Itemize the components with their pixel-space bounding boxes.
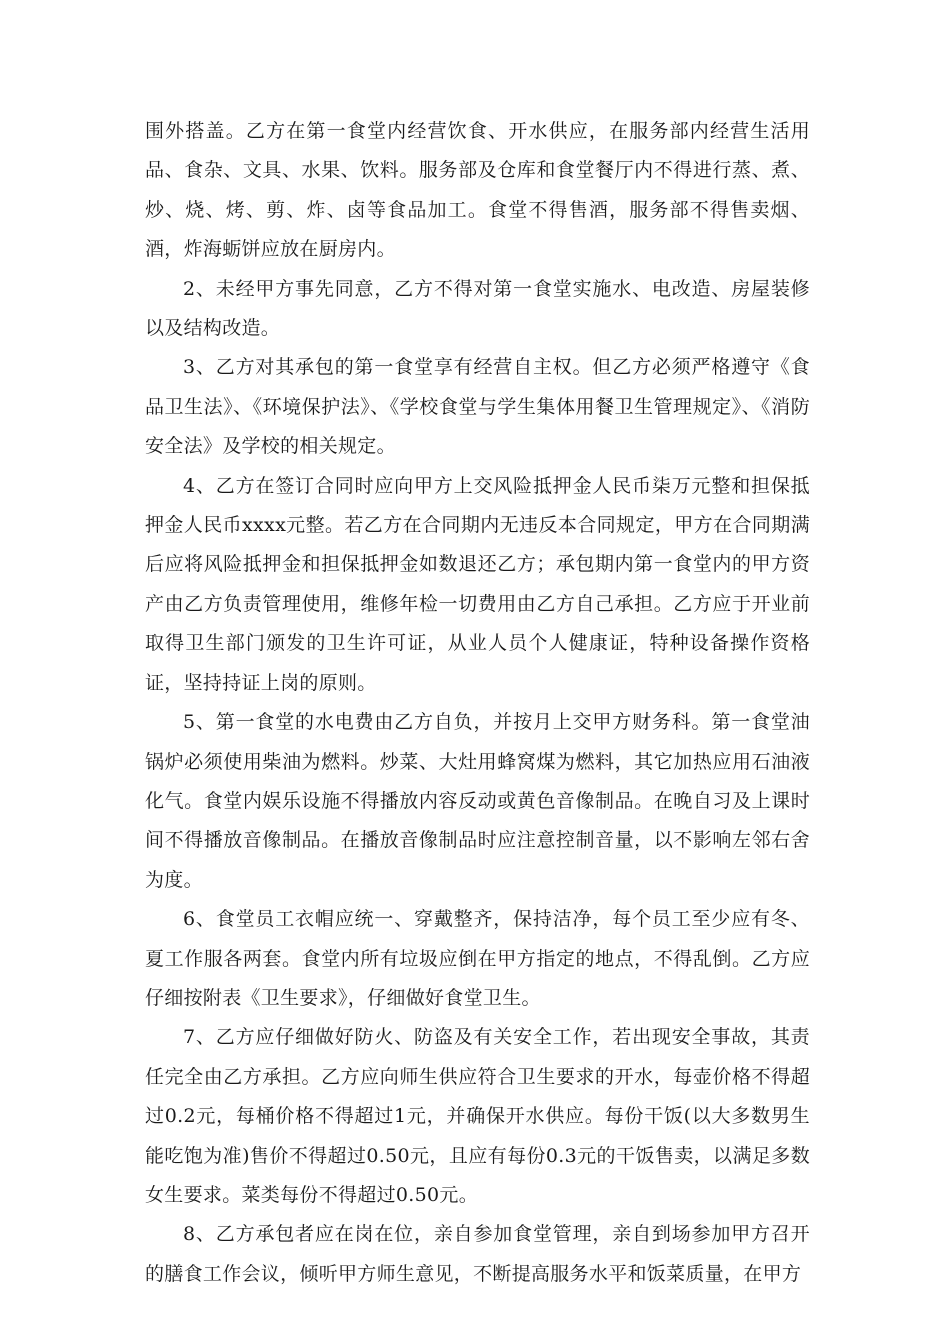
document-body [145, 112, 810, 1294]
paragraph-clause-4: 4、乙方在签订合同时应向甲方上交风险抵押金人民币柒万元整和担保抵押金人民币xxxx元整。若乙方在合同期内无违反本合同规定，甲方在合同期满后应将风险抵押金和担保抵押金如数退还乙方；承包期内第一食堂内的甲方资产由乙方负责管理使用，维修年检一切费用由乙方自己承担。乙方应于开业前取得卫生部门颁发的卫生许可证，从业人员个人健康证，特种设备操作资格证，坚持持证上岗的原则。 [145, 474, 810, 694]
paragraph-clause-2: 2、未经甲方事先同意，乙方不得对第一食堂实施水、电改造、房屋装修以及结构改造。 [145, 277, 810, 340]
paragraph-continuation: 围外搭盖。乙方在第一食堂内经营饮食、开水供应，在服务部内经营生活用品、食杂、文具、水果、饮料。服务部及仓库和食堂餐厅内不得进行蒸、煮、炒、烧、烤、剪、炸、卤等食品加工。食堂不得售酒，服务部不得售卖烟、酒，炸海蛎饼应放在厨房内。 [145, 120, 810, 261]
paragraph-clause-3: 3、乙方对其承包的第一食堂享有经营自主权。但乙方必须严格遵守《食品卫生法》、《环境保护法》、《学校食堂与学生集体用餐卫生管理规定》、《消防安全法》及学校的相关规定。 [145, 356, 810, 458]
paragraph-clause-5: 5、第一食堂的水电费由乙方自负，并按月上交甲方财务科。第一食堂油锅炉必须使用柴油为燃料。炒菜、大灶用蜂窝煤为燃料，其它加热应用石油液化气。食堂内娱乐设施不得播放内容反动或黄色音像制品。在晚自习及上课时间不得播放音像制品。在播放音像制品时应注意控制音量，以不影响左邻右舍为度。 [145, 711, 810, 891]
paragraph-clause-7: 7、乙方应仔细做好防火、防盗及有关安全工作，若出现安全事故，其责任完全由乙方承担。乙方应向师生供应符合卫生要求的开水，每壶价格不得超过0.2元，每桶价格不得超过1元，并确保开水供应。每份干饭(以大多数男生能吃饱为准)售价不得超过0.50元，且应有每份0.3元的干饭售卖，以满足多数女生要求。菜类每份不得超过0.50元。 [145, 1026, 810, 1206]
paragraph-clause-8: 8、乙方承包者应在岗在位，亲自参加食堂管理，亲自到场参加甲方召开的膳食工作会议，倾听甲方师生意见，不断提高服务水平和饭菜质量，在甲方 [145, 1223, 810, 1285]
paragraph-clause-6: 6、食堂员工衣帽应统一、穿戴整齐，保持洁净，每个员工至少应有冬、夏工作服各两套。食堂内所有垃圾应倒在甲方指定的地点，不得乱倒。乙方应仔细按附表《卫生要求》，仔细做好食堂卫生。 [145, 908, 810, 1009]
